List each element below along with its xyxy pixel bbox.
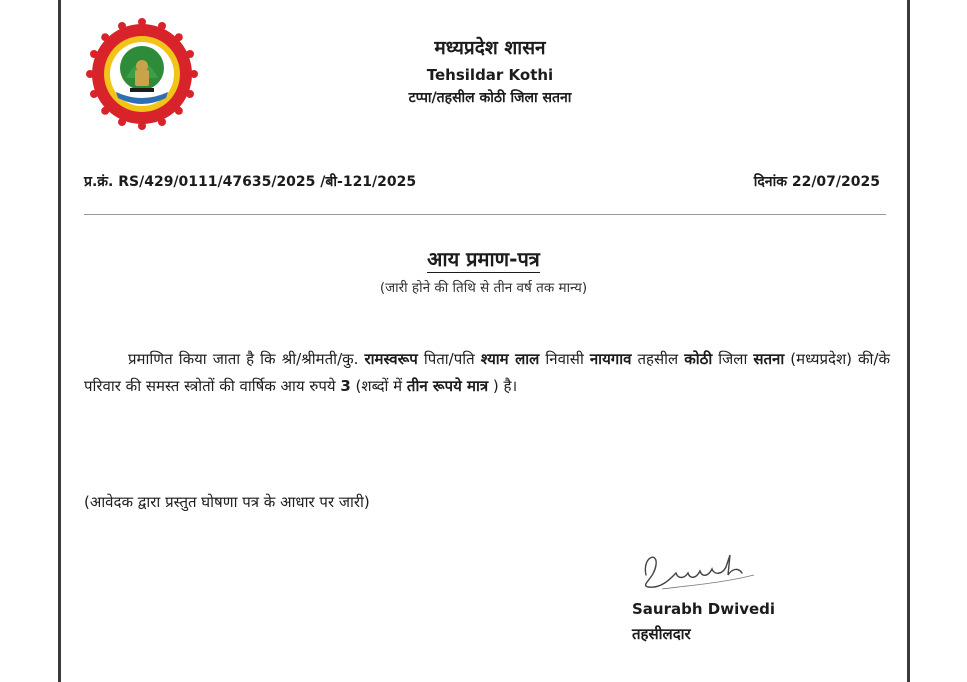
body-text: (मध्यप्रदेश) की/के परिवार की समस्त स्त्रोतों की वार्षिक आय रुपये [84, 350, 891, 395]
signature-image [632, 545, 772, 593]
signatory-designation: तहसीलदार [632, 625, 691, 643]
body-text: प्रमाणित किया जाता है कि श्री/श्रीमती/कु. [128, 350, 365, 368]
page-border-left [58, 0, 61, 682]
signatory-name: Saurabh Dwivedi [632, 600, 776, 618]
body-text: निवासी [539, 350, 590, 368]
tehsil-name: कोठी [684, 350, 713, 368]
office-jurisdiction: टप्पा/तहसील कोठी जिला सतना [408, 90, 572, 106]
page-border-right [907, 0, 910, 682]
father-name: श्याम लाल [480, 350, 540, 368]
income-amount: 3 [340, 377, 351, 395]
validity-note: (जारी होने की तिथि से तीन वर्ष तक मान्य) [379, 280, 588, 296]
body-text: ) है। [488, 377, 518, 395]
certificate-title-text: आय प्रमाण-पत्र [427, 247, 540, 271]
issuing-office: Tehsildar Kothi [426, 66, 554, 84]
issue-date: दिनांक 22/07/2025 [753, 174, 880, 190]
body-text: जिला [712, 350, 754, 368]
certificate-body [84, 346, 890, 400]
reference-number: प्र.क्रं. RS/429/0111/47635/2025 /बी-121/2025 [84, 174, 417, 190]
letterhead [300, 34, 680, 107]
district-name: सतना [753, 350, 785, 368]
divider [84, 214, 886, 215]
body-text: तहसील [631, 350, 685, 368]
village-name: नायगाव [589, 350, 632, 368]
mp-government-seal-icon [86, 18, 198, 130]
body-text: (शब्दों में [350, 377, 407, 395]
certificate-title [0, 245, 967, 272]
issuing-government: मध्यप्रदेश शासन [434, 37, 546, 59]
body-text: पिता/पति [417, 350, 481, 368]
declaration-basis: (आवेदक द्वारा प्रस्तुत घोषणा पत्र के आधार पर जारी) [84, 493, 370, 511]
income-amount-words: तीन रूपये मात्र [406, 377, 489, 395]
applicant-name: रामस्वरूप [364, 350, 418, 368]
